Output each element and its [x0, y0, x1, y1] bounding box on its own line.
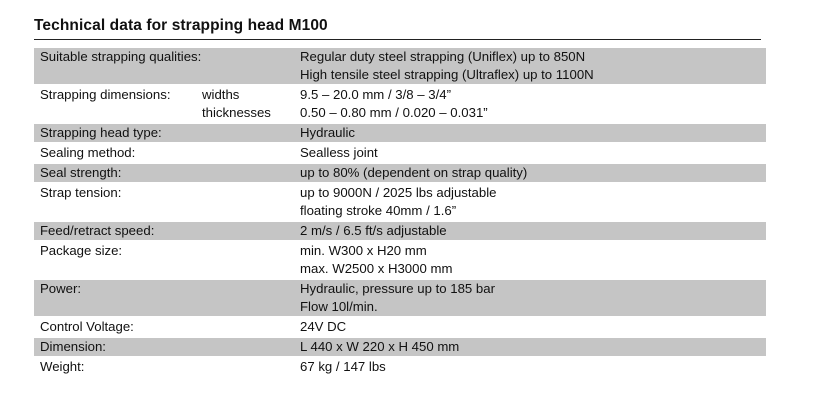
spec-line	[34, 260, 766, 278]
spec-line	[34, 104, 766, 122]
spec-value: floating stroke 40mm / 1.6”	[300, 203, 457, 218]
spec-row	[34, 164, 766, 182]
spec-value: 2 m/s / 6.5 ft/s adjustable	[300, 223, 447, 238]
spec-row	[34, 242, 766, 278]
spec-label: Strapping dimensions:	[40, 87, 171, 102]
spec-value: min. W300 x H20 mm	[300, 243, 427, 258]
spec-value: High tensile steel strapping (Ultraflex) up to 1100N	[300, 67, 594, 82]
spec-label: Dimension:	[40, 339, 106, 354]
spec-row	[34, 318, 766, 336]
spec-value: up to 9000N / 2025 lbs adjustable	[300, 185, 497, 200]
spec-line	[34, 86, 766, 104]
spec-label: Package size:	[40, 243, 123, 258]
spec-line	[34, 164, 766, 182]
title-underline	[34, 39, 761, 40]
spec-value: Regular duty steel strapping (Uniflex) up to 850N	[300, 49, 586, 64]
spec-label: Control Voltage:	[40, 319, 134, 334]
spec-row	[34, 144, 766, 162]
spec-value: max. W2500 x H3000 mm	[300, 261, 453, 276]
spec-sublabel: widths	[202, 87, 240, 102]
spec-label: Feed/retract speed:	[40, 223, 155, 238]
spec-line	[34, 222, 766, 240]
spec-value: L 440 x W 220 x H 450 mm	[300, 339, 460, 354]
spec-row	[34, 86, 766, 122]
spec-label: Strap tension:	[40, 185, 122, 200]
spec-value: 67 kg / 147 lbs	[300, 359, 386, 374]
spec-row	[34, 222, 766, 240]
spec-row	[34, 338, 766, 356]
spec-value: Flow 10l/min.	[300, 299, 378, 314]
spec-value: Hydraulic	[300, 125, 355, 140]
spec-label: Weight:	[40, 359, 85, 374]
spec-label: Suitable strapping qualities:	[40, 49, 202, 64]
page-title: Technical data for strapping head M100	[34, 17, 328, 34]
spec-line	[34, 144, 766, 162]
spec-line	[34, 338, 766, 356]
spec-line	[34, 242, 766, 260]
spec-label: Strapping head type:	[40, 125, 162, 140]
spec-row	[34, 184, 766, 220]
spec-label: Seal strength:	[40, 165, 122, 180]
spec-row	[34, 280, 766, 316]
spec-line	[34, 358, 766, 376]
spec-label: Power:	[40, 281, 82, 296]
spec-row	[34, 358, 766, 376]
spec-value: Hydraulic, pressure up to 185 bar	[300, 281, 495, 296]
spec-row	[34, 124, 766, 142]
spec-line	[34, 318, 766, 336]
spec-line	[34, 66, 766, 84]
spec-value: Sealless joint	[300, 145, 378, 160]
spec-value: 24V DC	[300, 319, 347, 334]
spec-sublabel: thicknesses	[202, 105, 271, 120]
spec-value: up to 80% (dependent on strap quality)	[300, 165, 528, 180]
spec-line	[34, 184, 766, 202]
spec-line	[34, 124, 766, 142]
spec-value: 9.5 – 20.0 mm / 3/8 – 3/4”	[300, 87, 452, 102]
spec-label: Sealing method:	[40, 145, 136, 160]
spec-table	[34, 48, 766, 376]
spec-row	[34, 48, 766, 84]
spec-line	[34, 48, 766, 66]
spec-line	[34, 202, 766, 220]
spec-line	[34, 298, 766, 316]
spec-value: 0.50 – 0.80 mm / 0.020 – 0.031”	[300, 105, 488, 120]
spec-line	[34, 280, 766, 298]
